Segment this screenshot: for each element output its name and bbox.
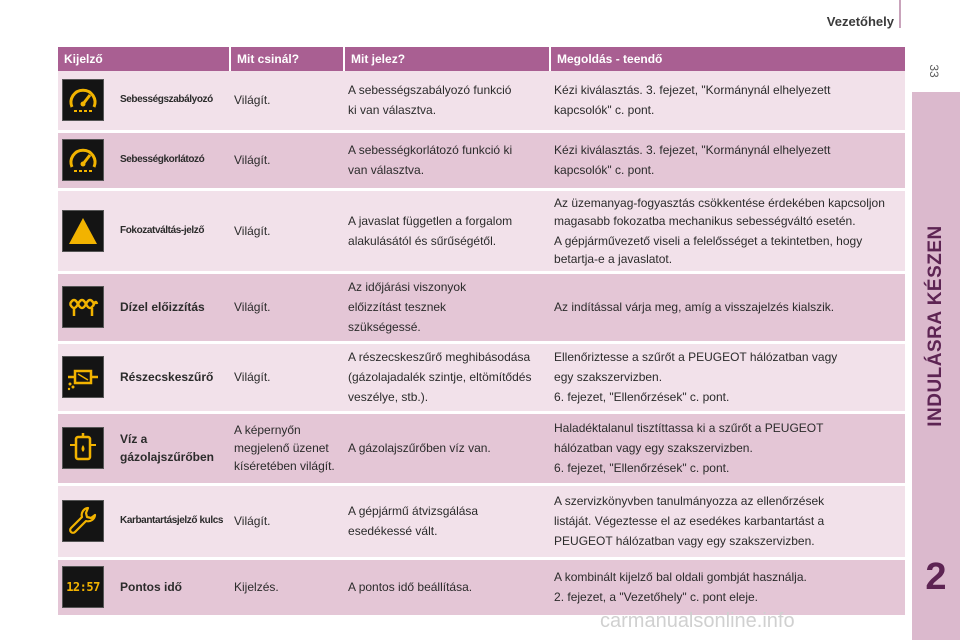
indicator-solution xyxy=(550,342,905,412)
meaning-line: előizzítást tesznek xyxy=(348,300,447,314)
icon-cell xyxy=(58,272,116,342)
meaning-line: A gépjármű átvizsgálása xyxy=(348,504,479,518)
table-row xyxy=(58,189,905,272)
solution-line: Kézi kiválasztás. 3. fejezet, "Kormánynál elhelyezett xyxy=(554,143,831,157)
speed-limiter-icon xyxy=(62,79,104,121)
indicator-meaning xyxy=(344,189,550,272)
indicator-name: Víz a gázolajszűrőben xyxy=(116,412,230,484)
solution-line: listáját. Végeztesse el az esedékes karbantartást a xyxy=(554,514,825,528)
icon-cell xyxy=(58,558,116,616)
column-header-what-it-indicates: Mit jelez? xyxy=(344,47,550,71)
header-divider xyxy=(899,0,901,28)
icon-cell xyxy=(58,484,116,558)
clock-display-value: 12:57 xyxy=(66,580,100,594)
solution-line: kapcsolók" c. pont. xyxy=(554,163,655,177)
indicator-action: Világít. xyxy=(230,272,344,342)
indicator-meaning xyxy=(344,342,550,412)
column-header-solution: Megoldás - teendő xyxy=(550,47,905,71)
chapter-title: INDULÁSRA KÉSZEN xyxy=(925,225,946,427)
indicator-name: Sebességszabályozó xyxy=(116,71,230,131)
page-number: 33 xyxy=(927,64,941,78)
table-row xyxy=(58,412,905,484)
table-row xyxy=(58,342,905,412)
meaning-line: Az időjárási viszonyok xyxy=(348,280,467,294)
indicator-action: Kijelzés. xyxy=(230,558,344,616)
solution-line: hálózatban vagy egy szakszervizben. xyxy=(554,441,753,455)
table-row xyxy=(58,484,905,558)
indicator-solution xyxy=(550,558,905,616)
meaning-line: A gázolajszűrőben víz van. xyxy=(348,441,491,455)
indicator-action: Világít. xyxy=(230,71,344,131)
indicator-solution xyxy=(550,71,905,131)
meaning-line: veszélye, stb.). xyxy=(348,390,429,404)
indicator-name: Sebességkorlátozó xyxy=(116,131,230,189)
indicator-solution xyxy=(550,272,905,342)
solution-line: A gépjárművezető viseli a felelősséget a tekintetben, hogy betartja-e a javaslatot. xyxy=(554,233,863,266)
indicator-action: Világít. xyxy=(230,342,344,412)
column-header-display: Kijelző xyxy=(58,47,230,71)
page-header: Vezetőhely xyxy=(826,14,894,29)
meaning-line: A pontos idő beállítása. xyxy=(348,580,473,594)
solution-line: PEUGEOT hálózatban vagy egy szakszervizben. xyxy=(554,534,815,548)
indicator-meaning xyxy=(344,558,550,616)
indicator-name: Pontos idő xyxy=(116,558,230,616)
table-header-row xyxy=(58,47,905,71)
chapter-side-tab-label-wrap xyxy=(912,92,960,560)
particle-filter-icon xyxy=(62,356,104,398)
indicator-action: Világít. xyxy=(230,189,344,272)
solution-line: kapcsolók" c. pont. xyxy=(554,103,655,118)
solution-line: 6. fejezet, "Ellenőrzések" c. pont. xyxy=(554,390,730,404)
watermark: carmanualsonline.info xyxy=(600,610,795,632)
solution-line: Az indítással várja meg, amíg a visszajelzés kialszik. xyxy=(554,300,835,314)
meaning-line: ki van választva. xyxy=(348,103,437,118)
column-header-what-it-does: Mit csinál? xyxy=(230,47,344,71)
icon-cell xyxy=(58,131,116,189)
icon-cell xyxy=(58,342,116,412)
indicator-solution xyxy=(550,131,905,189)
meaning-line: esedékessé vált. xyxy=(348,524,438,538)
meaning-line: van választva. xyxy=(348,163,425,177)
icon-cell xyxy=(58,189,116,272)
indicator-action: Világít. xyxy=(230,484,344,558)
indicator-table xyxy=(58,47,905,618)
indicator-action: Világít. xyxy=(230,131,344,189)
indicator-meaning xyxy=(344,131,550,189)
indicator-solution xyxy=(550,189,905,272)
solution-line: Az üzemanyag-fogyasztás csökkentése érdekében kapcsoljon magasabb fokozatba mechanikus sebességváltó esetén. xyxy=(554,195,885,228)
table-row xyxy=(58,272,905,342)
indicator-name: Fokozatváltás-jelző xyxy=(116,189,230,272)
solution-line: Kézi kiválasztás. 3. fejezet, "Kormánynál elhelyezett xyxy=(554,83,831,98)
meaning-line: A javaslat független a forgalom xyxy=(348,213,513,228)
icon-cell xyxy=(58,71,116,131)
indicator-meaning xyxy=(344,272,550,342)
meaning-line: (gázolajadalék szintje, eltömítődés xyxy=(348,370,532,384)
solution-line: 2. fejezet, a "Vezetőhely" c. pont eleje. xyxy=(554,590,758,604)
indicator-name: Dízel előizzítás xyxy=(116,272,230,342)
clock-display-icon xyxy=(62,566,104,608)
indicator-meaning xyxy=(344,484,550,558)
gear-shift-warning-icon xyxy=(62,210,104,252)
meaning-line: A sebességkorlátozó funkció ki xyxy=(348,143,513,157)
solution-line: A szervizkönyvben tanulmányozza az ellenőrzések xyxy=(554,494,825,508)
water-in-diesel-icon xyxy=(62,427,104,469)
solution-line: Ellenőriztesse a szűrőt a PEUGEOT hálózatban vagy xyxy=(554,350,838,364)
meaning-line: szükségessé. xyxy=(348,320,421,334)
indicator-meaning xyxy=(344,71,550,131)
indicator-solution xyxy=(550,484,905,558)
indicator-name: Karbantartásjelző kulcs xyxy=(116,484,230,558)
meaning-line: A részecskeszűrő meghibásodása xyxy=(348,350,531,364)
indicator-meaning xyxy=(344,412,550,484)
solution-line: A kombinált kijelző bal oldali gombját használja. xyxy=(554,570,807,584)
indicator-action: A képernyőn megjelenő üzenet kíséretében világít. xyxy=(230,412,344,484)
meaning-line: alakulásától és sűrűségétől. xyxy=(348,233,497,248)
table-row xyxy=(58,71,905,131)
indicator-name: Részecskeszűrő xyxy=(116,342,230,412)
glow-plug-icon xyxy=(62,286,104,328)
solution-line: Haladéktalanul tisztíttassa ki a szűrőt a PEUGEOT xyxy=(554,421,824,435)
table-row xyxy=(58,131,905,189)
meaning-line: A sebességszabályozó funkció xyxy=(348,83,512,98)
solution-line: 6. fejezet, "Ellenőrzések" c. pont. xyxy=(554,461,730,475)
solution-line: egy szakszervizben. xyxy=(554,370,663,384)
wrench-icon xyxy=(62,500,104,542)
icon-cell xyxy=(58,412,116,484)
indicator-solution xyxy=(550,412,905,484)
speed-limiter-icon xyxy=(62,139,104,181)
table-row xyxy=(58,558,905,616)
chapter-number: 2 xyxy=(925,556,947,598)
